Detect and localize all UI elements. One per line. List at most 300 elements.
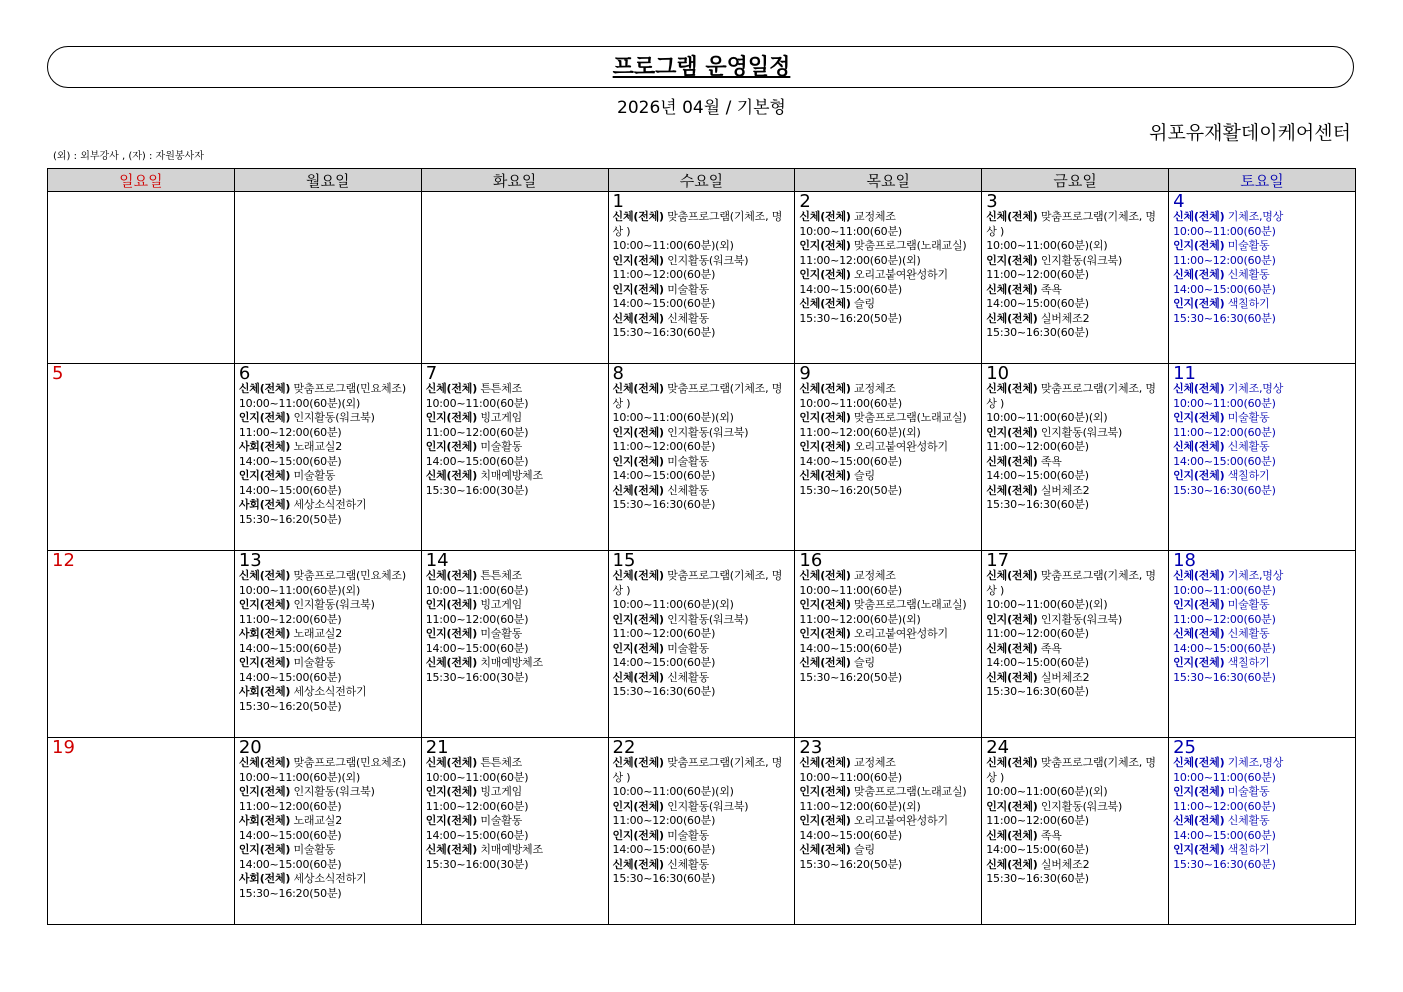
program-entry xyxy=(799,814,978,829)
program-entry xyxy=(986,858,1165,873)
program-entry xyxy=(986,484,1165,499)
program-name: 인지활동(워크북) xyxy=(293,598,375,611)
program-entry xyxy=(613,671,792,686)
program-entry xyxy=(1173,210,1352,225)
program-time: 15:30~16:30(60분) xyxy=(1173,857,1276,871)
program-name: 인지활동(워크북) xyxy=(293,411,375,424)
program-name: 실버체조2 xyxy=(1040,857,1090,871)
program-name: 신체활동 xyxy=(1227,814,1270,827)
program-entry xyxy=(239,627,418,642)
program-entry xyxy=(1173,411,1352,426)
program-time: 14:00~15:00(60분) xyxy=(799,282,902,296)
program-category: 인지(전체) xyxy=(238,656,291,669)
program-entry xyxy=(613,858,792,873)
program-entry xyxy=(426,440,605,455)
program-category: 인지(전체) xyxy=(799,440,851,453)
program-time: 11:00~12:00(60분)(외) xyxy=(799,799,921,813)
program-entry xyxy=(613,455,792,470)
program-entry xyxy=(239,469,418,484)
program-entry xyxy=(1173,440,1352,455)
day-cell xyxy=(234,364,421,551)
program-category: 신체(전체) xyxy=(238,569,291,582)
program-time: 14:00~15:00(60분) xyxy=(238,641,342,655)
program-time: 10:00~11:00(60분)(외) xyxy=(612,598,734,611)
program-category: 인지(전체) xyxy=(238,785,291,798)
program-time: 15:30~16:30(60분) xyxy=(986,685,1089,698)
program-name: 미술활동 xyxy=(1227,785,1270,798)
program-category: 신체(전체) xyxy=(986,641,1038,655)
program-name: 교정체조 xyxy=(854,756,896,769)
day-number: 16 xyxy=(799,550,823,571)
day-number: 19 xyxy=(52,737,75,758)
program-name: 맞춤프로그램(기체조, 명상 ) xyxy=(612,756,783,784)
program-time: 14:00~15:00(60분) xyxy=(238,670,342,684)
program-time: 14:00~15:00(60분) xyxy=(799,828,902,842)
program-name: 기체조,명상 xyxy=(1227,756,1284,769)
program-category: 인지(전체) xyxy=(612,253,664,267)
program-entry xyxy=(1173,756,1352,771)
program-time: 11:00~12:00(60분)(외) xyxy=(799,425,921,439)
program-entry xyxy=(613,756,792,785)
program-time: 14:00~15:00(60분) xyxy=(986,843,1089,856)
day-number: 8 xyxy=(612,363,624,384)
day-cell xyxy=(234,192,421,364)
day-number: 25 xyxy=(1173,737,1196,758)
program-time: 15:30~16:30(60분) xyxy=(612,685,716,698)
program-entry xyxy=(1173,814,1352,829)
program-time: 15:30~16:30(60분) xyxy=(986,872,1089,885)
day-number: 2 xyxy=(799,191,811,212)
program-time: 11:00~12:00(60분) xyxy=(425,799,529,813)
program-entry xyxy=(613,829,792,844)
program-time: 15:30~16:30(60분) xyxy=(1173,483,1276,497)
program-category: 신체(전체) xyxy=(986,857,1038,871)
program-name: 슬링 xyxy=(854,656,875,669)
program-name: 신체활동 xyxy=(667,311,709,325)
program-entry xyxy=(426,843,605,858)
program-time: 10:00~11:00(60분)(외) xyxy=(238,583,361,597)
program-category: 인지(전체) xyxy=(612,612,664,626)
program-time: 11:00~12:00(60분) xyxy=(612,268,716,281)
week-row xyxy=(48,364,1356,551)
program-name: 실버체조2 xyxy=(1040,670,1090,684)
program-name: 빙고게임 xyxy=(480,598,523,611)
program-category: 신체(전체) xyxy=(799,756,851,769)
program-time: 15:30~16:30(60분) xyxy=(1173,311,1276,325)
program-name: 슬링 xyxy=(854,843,875,856)
program-category: 신체(전체) xyxy=(986,382,1038,395)
program-time: 14:00~15:00(60분) xyxy=(1173,454,1276,468)
program-time: 11:00~12:00(60분) xyxy=(238,425,342,439)
program-entry xyxy=(1173,627,1352,642)
program-name: 색칠하기 xyxy=(1227,843,1270,856)
program-name: 미술활동 xyxy=(293,656,336,669)
program-name: 맞춤프로그램(기체조, 명상 ) xyxy=(986,382,1156,410)
program-category: 인지(전체) xyxy=(986,425,1038,439)
program-category: 신체(전체) xyxy=(425,656,478,669)
program-entry xyxy=(239,598,418,613)
page-subtitle: 2026년 04월 / 기본형 xyxy=(617,98,786,118)
program-time: 14:00~15:00(60분) xyxy=(612,656,716,669)
program-time: 10:00~11:00(60분) xyxy=(1173,770,1276,784)
program-time: 14:00~15:00(60분) xyxy=(1173,641,1276,655)
program-entry xyxy=(799,843,978,858)
program-entry xyxy=(239,411,418,426)
day-number: 21 xyxy=(425,737,449,758)
program-entry xyxy=(426,814,605,829)
program-entry xyxy=(1173,268,1352,283)
program-category: 사회(전체) xyxy=(238,814,291,827)
program-time: 11:00~12:00(60분) xyxy=(425,612,529,626)
program-entry xyxy=(239,843,418,858)
program-name: 미술활동 xyxy=(667,282,709,296)
program-time: 15:30~16:30(60분) xyxy=(612,498,716,511)
program-entry xyxy=(799,268,978,283)
program-name: 맞춤프로그램(기체조, 명상 ) xyxy=(612,569,783,597)
weekday-header-row xyxy=(48,169,1356,192)
program-category: 신체(전체) xyxy=(612,483,664,497)
day-cell xyxy=(421,738,608,925)
program-entry xyxy=(426,785,605,800)
program-name: 미술활동 xyxy=(480,440,523,453)
day-number: 4 xyxy=(1173,191,1185,212)
program-entry xyxy=(1173,382,1352,397)
program-category: 인지(전체) xyxy=(1173,785,1225,798)
program-name: 맞춤프로그램(노래교실) xyxy=(854,785,967,798)
program-time: 11:00~12:00(60분)(외) xyxy=(799,612,921,626)
program-time: 15:30~16:30(60분) xyxy=(612,872,716,885)
program-category: 인지(전체) xyxy=(986,799,1038,813)
program-category: 신체(전체) xyxy=(425,756,478,769)
program-entry xyxy=(613,426,792,441)
program-category: 인지(전체) xyxy=(612,641,664,655)
program-name: 신체활동 xyxy=(667,670,709,684)
program-time: 10:00~11:00(60분) xyxy=(799,396,902,410)
day-cell xyxy=(608,738,795,925)
weekday-header-tue: 화요일 xyxy=(421,169,608,192)
program-name: 족욕 xyxy=(1040,282,1062,296)
program-entry xyxy=(986,312,1165,327)
program-name: 맞춤프로그램(노래교실) xyxy=(854,598,967,611)
program-category: 신체(전체) xyxy=(799,469,851,482)
program-category: 신체(전체) xyxy=(612,670,664,684)
program-category: 인지(전체) xyxy=(425,627,478,640)
program-category: 신체(전체) xyxy=(799,656,851,669)
program-category: 신체(전체) xyxy=(799,297,851,310)
program-name: 미술활동 xyxy=(293,469,336,482)
day-cell xyxy=(48,192,235,364)
program-entry xyxy=(799,627,978,642)
program-category: 인지(전체) xyxy=(612,828,664,842)
program-category: 인지(전체) xyxy=(1173,239,1225,252)
program-name: 오리고붙여완성하기 xyxy=(854,268,948,281)
program-name: 인지활동(워크북) xyxy=(1040,799,1123,813)
program-entry xyxy=(239,498,418,513)
program-category: 인지(전체) xyxy=(799,785,851,798)
program-category: 인지(전체) xyxy=(425,785,478,798)
weekday-header-wed: 수요일 xyxy=(608,169,795,192)
program-time: 14:00~15:00(60분) xyxy=(425,641,529,655)
program-category: 인지(전체) xyxy=(1173,411,1225,424)
day-cell xyxy=(1169,551,1356,738)
program-name: 튼튼체조 xyxy=(480,756,523,769)
program-time: 11:00~12:00(60분) xyxy=(612,814,716,827)
weekday-header-sun: 일요일 xyxy=(48,169,235,192)
program-category: 인지(전체) xyxy=(425,440,478,453)
day-cell xyxy=(234,738,421,925)
program-entry xyxy=(799,297,978,312)
program-entry xyxy=(986,756,1165,785)
program-entry xyxy=(986,800,1165,815)
program-category: 신체(전체) xyxy=(1173,210,1225,223)
program-name: 노래교실2 xyxy=(293,440,343,453)
program-entry xyxy=(613,642,792,657)
program-category: 인지(전체) xyxy=(1173,469,1225,482)
program-name: 인지활동(워크북) xyxy=(667,425,749,439)
weekday-header-fri: 금요일 xyxy=(982,169,1169,192)
program-name: 인지활동(워크북) xyxy=(667,253,749,267)
program-category: 신체(전체) xyxy=(1173,382,1225,395)
program-name: 신체활동 xyxy=(1227,627,1270,640)
program-name: 미술활동 xyxy=(1227,411,1270,424)
program-entry xyxy=(799,656,978,671)
program-time: 10:00~11:00(60분) xyxy=(1173,396,1276,410)
program-name: 세상소식전하기 xyxy=(293,498,367,511)
program-name: 인지활동(워크북) xyxy=(1040,253,1123,267)
program-entry xyxy=(799,469,978,484)
program-category: 인지(전체) xyxy=(1173,598,1225,611)
day-number: 6 xyxy=(238,363,251,384)
program-entry xyxy=(986,671,1165,686)
program-category: 신체(전체) xyxy=(612,857,664,871)
program-name: 튼튼체조 xyxy=(480,569,523,582)
program-name: 교정체조 xyxy=(854,569,896,582)
day-cell xyxy=(421,192,608,364)
program-category: 신체(전체) xyxy=(612,382,664,395)
schedule-calendar xyxy=(47,168,1356,925)
program-category: 신체(전체) xyxy=(986,311,1038,325)
program-time: 11:00~12:00(60분) xyxy=(1173,425,1276,439)
day-number: 20 xyxy=(238,737,262,758)
program-entry xyxy=(426,469,605,484)
day-cell xyxy=(795,192,982,364)
program-time: 14:00~15:00(60분) xyxy=(986,656,1089,669)
day-cell xyxy=(1169,738,1356,925)
program-time: 14:00~15:00(60분) xyxy=(238,828,342,842)
program-time: 15:30~16:20(50분) xyxy=(799,311,902,325)
program-name: 미술활동 xyxy=(667,828,709,842)
program-name: 신체활동 xyxy=(667,483,709,497)
program-time: 10:00~11:00(60분) xyxy=(425,770,529,784)
program-name: 미술활동 xyxy=(667,641,709,655)
program-entry xyxy=(799,411,978,426)
program-category: 신체(전체) xyxy=(799,569,851,582)
program-time: 11:00~12:00(60분) xyxy=(612,440,716,453)
week-row xyxy=(48,192,1356,364)
program-name: 신체활동 xyxy=(1227,268,1270,281)
program-category: 신체(전체) xyxy=(425,843,478,856)
program-name: 노래교실2 xyxy=(293,627,343,640)
program-time: 10:00~11:00(60분)(외) xyxy=(612,411,734,424)
day-cell xyxy=(982,738,1169,925)
program-name: 인지활동(워크북) xyxy=(293,785,375,798)
program-entry xyxy=(799,785,978,800)
program-entry xyxy=(799,569,978,584)
program-time: 10:00~11:00(60분) xyxy=(799,224,902,238)
program-name: 색칠하기 xyxy=(1227,656,1270,669)
program-time: 15:30~16:20(50분) xyxy=(799,483,902,497)
program-entry xyxy=(799,210,978,225)
program-time: 10:00~11:00(60분)(외) xyxy=(986,598,1108,611)
program-entry xyxy=(1173,569,1352,584)
weekday-header-sat: 토요일 xyxy=(1169,169,1356,192)
program-entry xyxy=(613,254,792,269)
program-name: 오리고붙여완성하기 xyxy=(854,814,948,827)
program-category: 사회(전체) xyxy=(238,627,291,640)
day-number: 13 xyxy=(238,550,262,571)
program-name: 족욕 xyxy=(1040,454,1062,468)
day-number: 23 xyxy=(799,737,823,758)
day-number: 22 xyxy=(612,737,636,758)
week-row xyxy=(48,551,1356,738)
program-name: 교정체조 xyxy=(854,382,896,395)
program-time: 14:00~15:00(60분) xyxy=(1173,828,1276,842)
legend-note: (외) : 외부강사 , (자) : 자원봉사자 xyxy=(53,151,204,162)
program-name: 미술활동 xyxy=(293,843,336,856)
program-name: 치매예방체조 xyxy=(480,656,543,669)
program-name: 치매예방체조 xyxy=(480,469,543,482)
day-cell xyxy=(608,364,795,551)
program-category: 신체(전체) xyxy=(986,756,1038,769)
program-time: 10:00~11:00(60분) xyxy=(1173,224,1276,238)
program-entry xyxy=(986,613,1165,628)
program-name: 맞춤프로그램(민요체조) xyxy=(293,756,406,769)
program-category: 인지(전체) xyxy=(1173,297,1225,310)
program-category: 신체(전체) xyxy=(612,210,664,223)
program-entry xyxy=(239,872,418,887)
program-name: 맞춤프로그램(기체조, 명상 ) xyxy=(986,210,1156,238)
program-entry xyxy=(613,382,792,411)
day-cell xyxy=(421,364,608,551)
program-entry xyxy=(239,814,418,829)
program-entry xyxy=(986,283,1165,298)
program-category: 신체(전체) xyxy=(1173,627,1225,640)
program-entry xyxy=(613,484,792,499)
program-category: 인지(전체) xyxy=(1173,656,1225,669)
program-name: 신체활동 xyxy=(1227,440,1270,453)
program-time: 10:00~11:00(60분) xyxy=(425,396,529,410)
day-number: 7 xyxy=(425,363,438,384)
program-category: 인지(전체) xyxy=(986,612,1038,626)
program-entry xyxy=(986,382,1165,411)
program-entry xyxy=(1173,785,1352,800)
program-category: 신체(전체) xyxy=(986,483,1038,497)
program-time: 11:00~12:00(60분)(외) xyxy=(799,253,921,267)
program-name: 기체조,명상 xyxy=(1227,210,1284,223)
program-category: 인지(전체) xyxy=(612,799,664,813)
program-name: 인지활동(워크북) xyxy=(1040,612,1123,626)
program-time: 15:30~16:30(60분) xyxy=(1173,670,1276,684)
program-time: 15:30~16:20(50분) xyxy=(238,699,342,713)
program-time: 10:00~11:00(60분) xyxy=(799,583,902,597)
program-entry xyxy=(426,598,605,613)
program-entry xyxy=(986,455,1165,470)
day-number: 12 xyxy=(52,550,75,571)
program-time: 10:00~11:00(60분)(외) xyxy=(612,239,734,252)
program-time: 11:00~12:00(60분) xyxy=(986,814,1089,827)
program-name: 맞춤프로그램(민요체조) xyxy=(293,382,406,395)
program-time: 15:30~16:20(50분) xyxy=(238,886,342,900)
program-name: 오리고붙여완성하기 xyxy=(854,440,948,453)
program-name: 노래교실2 xyxy=(293,814,343,827)
day-cell xyxy=(1169,364,1356,551)
calendar-body xyxy=(48,192,1356,925)
program-time: 14:00~15:00(60분) xyxy=(425,454,529,468)
program-time: 14:00~15:00(60분) xyxy=(986,297,1089,310)
program-entry xyxy=(986,254,1165,269)
day-number: 10 xyxy=(986,363,1010,384)
program-name: 오리고붙여완성하기 xyxy=(854,627,948,640)
program-name: 실버체조2 xyxy=(1040,311,1090,325)
day-cell xyxy=(982,364,1169,551)
program-entry xyxy=(1173,598,1352,613)
day-number: 11 xyxy=(1173,363,1196,384)
program-name: 맞춤프로그램(기체조, 명상 ) xyxy=(612,210,783,238)
program-category: 신체(전체) xyxy=(986,828,1038,842)
program-entry xyxy=(799,382,978,397)
day-number: 15 xyxy=(612,550,636,571)
program-name: 족욕 xyxy=(1040,641,1062,655)
program-entry xyxy=(1173,297,1352,312)
program-entry xyxy=(426,411,605,426)
program-entry xyxy=(613,312,792,327)
program-entry xyxy=(426,656,605,671)
program-category: 신체(전체) xyxy=(799,382,851,395)
program-name: 교정체조 xyxy=(854,210,896,223)
weekday-header-thu: 목요일 xyxy=(795,169,982,192)
program-category: 인지(전체) xyxy=(238,411,291,424)
day-number: 24 xyxy=(986,737,1010,758)
program-category: 인지(전체) xyxy=(799,814,851,827)
program-category: 인지(전체) xyxy=(1173,843,1225,856)
program-category: 신체(전체) xyxy=(425,382,478,395)
program-entry xyxy=(986,569,1165,598)
day-cell xyxy=(982,551,1169,738)
program-time: 15:30~16:00(30분) xyxy=(425,857,529,871)
day-cell xyxy=(795,364,982,551)
program-time: 11:00~12:00(60분) xyxy=(238,612,342,626)
program-entry xyxy=(1173,239,1352,254)
program-entry xyxy=(426,569,605,584)
program-time: 10:00~11:00(60분)(외) xyxy=(986,411,1108,424)
program-category: 인지(전체) xyxy=(425,598,478,611)
program-entry xyxy=(613,569,792,598)
program-name: 치매예방체조 xyxy=(480,843,543,856)
day-cell xyxy=(48,738,235,925)
program-category: 사회(전체) xyxy=(238,440,291,453)
program-time: 15:30~16:30(60분) xyxy=(612,326,716,339)
program-name: 인지활동(워크북) xyxy=(667,799,749,813)
day-cell xyxy=(795,738,982,925)
program-entry xyxy=(1173,656,1352,671)
day-cell xyxy=(982,192,1169,364)
program-category: 인지(전체) xyxy=(238,598,291,611)
program-time: 10:00~11:00(60분) xyxy=(1173,583,1276,597)
program-name: 빙고게임 xyxy=(480,411,523,424)
program-entry xyxy=(239,656,418,671)
day-number: 3 xyxy=(986,191,998,212)
program-entry xyxy=(613,283,792,298)
